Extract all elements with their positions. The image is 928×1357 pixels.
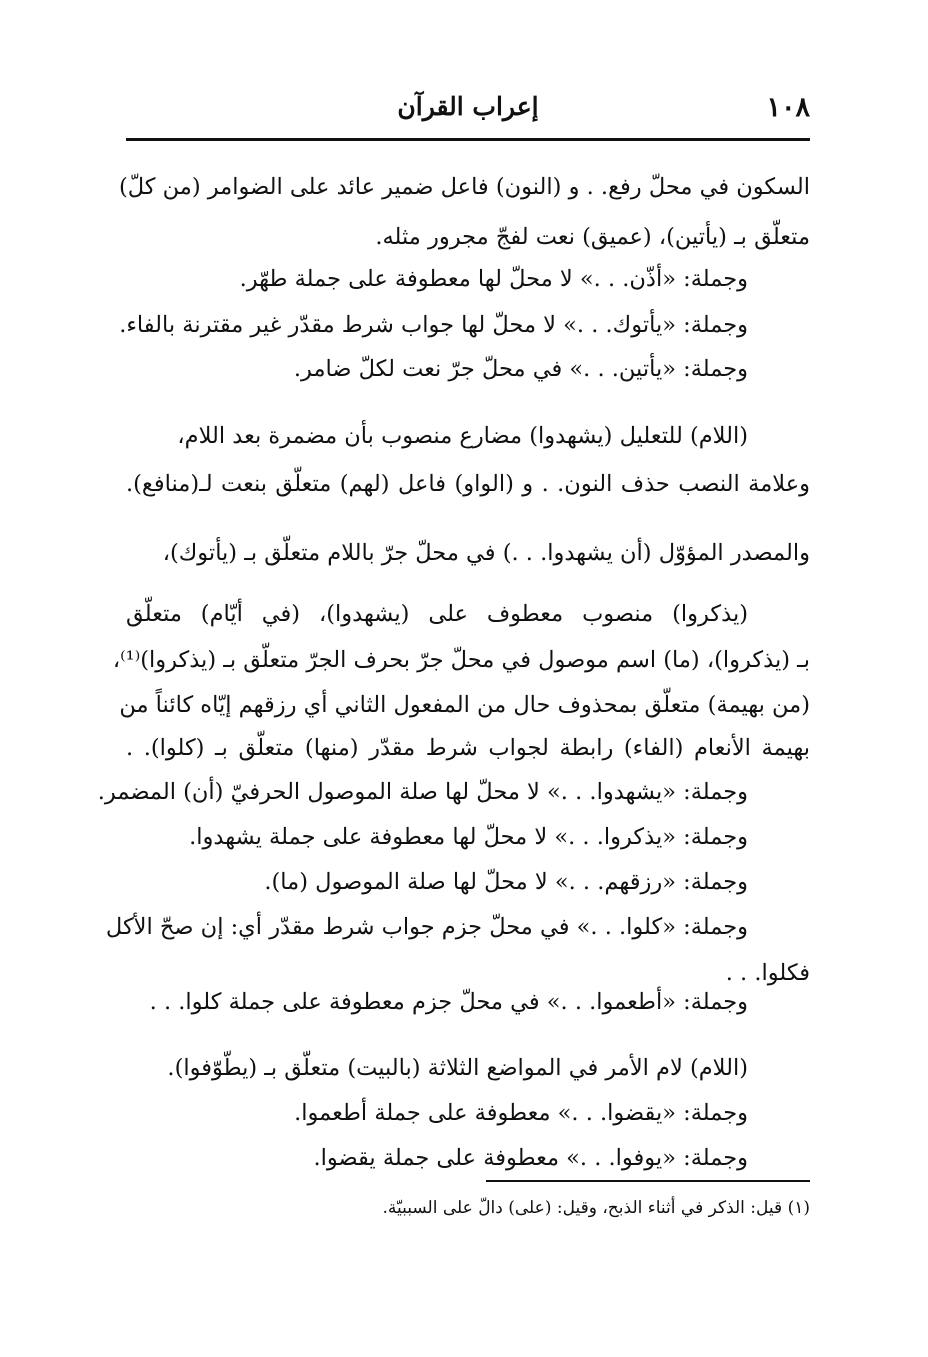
text-line-20: وجملة: «يقضوا. . .» معطوفة على جملة أطعموا. [294, 1100, 748, 1126]
text-line-6: (اللام) للتعليل (يشهدوا) مضارع منصوب بأن مضمرة بعد اللام، [177, 423, 748, 449]
text-line-15: وجملة: «رزقهم. . .» لا محلّ لها صلة الموصول (ما). [264, 869, 748, 895]
text-line-11: (من بهيمة) متعلّق بمحذوف حال من المفعول الثاني أي رزقهم إيّاه كائناً من [119, 692, 810, 718]
text-line-16: وجملة: «كلوا. . .» في محلّ جزم جواب شرط مقدّر أي: إن صحّ الأكل [105, 914, 748, 940]
text-line-19: (اللام) لام الأمر في المواضع الثلاثة (بالبيت) متعلّق بـ (يطّوّفوا). [167, 1055, 748, 1081]
text-line-13: وجملة: «يشهدوا. . .» لا محلّ لها صلة الموصول الحرفيّ (أن) المضمر. [97, 779, 748, 805]
text-line-1: السكون في محلّ رفع. . و (النون) فاعل ضمير عائد على الضوامر (من كلّ) [118, 174, 810, 200]
footnote-divider [486, 1180, 810, 1182]
text-line-2: متعلّق بـ (يأتين)، (عميق) نعت لفجّ مجرور مثله. [375, 224, 810, 250]
text-line-3: وجملة: «أذّن. . .» لا محلّ لها معطوفة على جملة طهّر. [239, 266, 748, 292]
page-number: ١٠٨ [766, 92, 810, 123]
text-line-7: وعلامة النصب حذف النون. . و (الواو) فاعل (لهم) متعلّق بنعت لـ(منافع). [126, 471, 810, 497]
text-line-14: وجملة: «يذكروا. . .» لا محلّ لها معطوفة على جملة يشهدوا. [189, 824, 748, 850]
text-line-5: وجملة: «يأتين. . .» في محلّ جرّ نعت لكلّ ضامر. [293, 356, 748, 382]
text-line-8: والمصدر المؤوّل (أن يشهدوا. . .) في محلّ جرّ باللام متعلّق بـ (يأتوك)، [162, 540, 810, 566]
text-line-18: وجملة: «أطعموا. . .» في محلّ جزم معطوفة على جملة كلوا. . . [149, 989, 748, 1015]
text-line-21: وجملة: «يوفوا. . .» معطوفة على جملة يقضوا. [313, 1145, 748, 1171]
text-line-4: وجملة: «يأتوك. . .» لا محلّ لها جواب شرط مقدّر غير مقترنة بالفاء. [119, 312, 748, 338]
text-line-10: بـ (يذكروا)، (ما) اسم موصول في محلّ جرّ بحرف الجرّ متعلّق بـ (يذكروا)⁽¹⁾، [112, 647, 810, 673]
text-line-9: (يذكروا) منصوب معطوف على (يشهدوا)، (في أيّام) متعلّق [126, 601, 748, 627]
text-line-17: فكلوا. . . [725, 960, 810, 986]
header-divider [126, 138, 810, 141]
running-title: إعراب القرآن [397, 92, 539, 121]
footnote: (١) قيل: الذكر في أثناء الذبح، وقيل: (على) دالّ على السببيّة. [382, 1198, 810, 1218]
page-header [126, 92, 810, 138]
text-line-12: بهيمة الأنعام (الفاء) رابطة لجواب شرط مقدّر (منها) متعلّق بـ (كلوا). . [126, 735, 810, 761]
